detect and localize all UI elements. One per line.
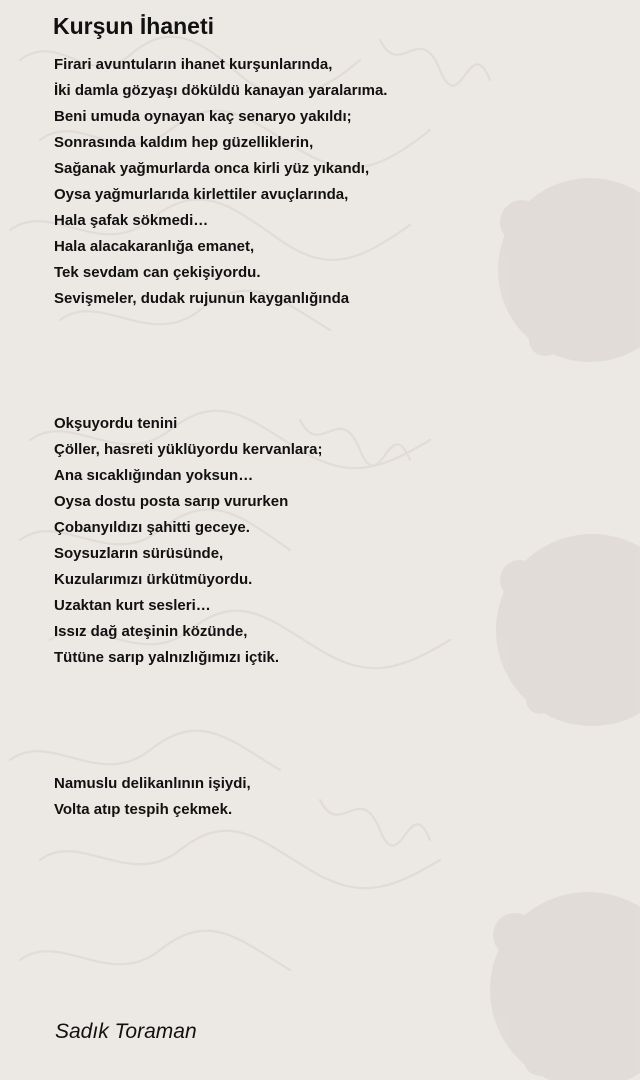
poem-line: Ana sıcaklığından yoksun… xyxy=(54,467,254,484)
stanza-3 xyxy=(54,771,251,823)
poem-line: Tek sevdam can çekişiyordu. xyxy=(54,264,261,281)
poem-author: Sadık Toraman xyxy=(55,1020,197,1043)
poem-line: Kuzularımızı ürkütmüyordu. xyxy=(54,571,253,588)
poem-line: Namuslu delikanlının işiydi, xyxy=(54,775,251,792)
poem-line: Çöller, hasreti yüklüyordu kervanlara; xyxy=(54,441,323,458)
poem-line: Issız dağ ateşinin közünde, xyxy=(54,623,248,640)
poem-line: İki damla gözyaşı döküldü kanayan yaralarıma. xyxy=(54,82,388,99)
stanza-1 xyxy=(54,52,387,312)
poem-line: Beni umuda oynayan kaç senaryo yakıldı; xyxy=(54,108,352,125)
poem-line: Oysa dostu posta sarıp vururken xyxy=(54,493,289,510)
poem-line: Volta atıp tespih çekmek. xyxy=(54,801,233,818)
poem-line: Soysuzların sürüsünde, xyxy=(54,545,224,562)
poem-line: Hala alacakaranlığa emanet, xyxy=(54,238,255,255)
poem-line: Oysa yağmurlarıda kirlettiler avuçlarında, xyxy=(54,186,349,203)
poem-line: Sevişmeler, dudak rujunun kayganlığında xyxy=(54,290,350,307)
poem-line: Tütüne sarıp yalnızlığımızı içtik. xyxy=(54,649,280,666)
poem-line: Uzaktan kurt sesleri… xyxy=(54,597,211,614)
poem-line: Hala şafak sökmedi… xyxy=(54,212,209,229)
poem-line: Firari avuntuların ihanet kurşunlarında, xyxy=(54,56,333,73)
poem-line: Sonrasında kaldım hep güzelliklerin, xyxy=(54,134,314,151)
stanza-2 xyxy=(54,411,322,671)
poem-line: Okşuyordu tenini xyxy=(54,415,178,432)
poem-line: Çobanyıldızı şahitti geceye. xyxy=(54,519,250,536)
poem-title: Kurşun İhaneti xyxy=(53,13,215,39)
poem-line: Sağanak yağmurlarda onca kirli yüz yıkandı, xyxy=(54,160,370,177)
